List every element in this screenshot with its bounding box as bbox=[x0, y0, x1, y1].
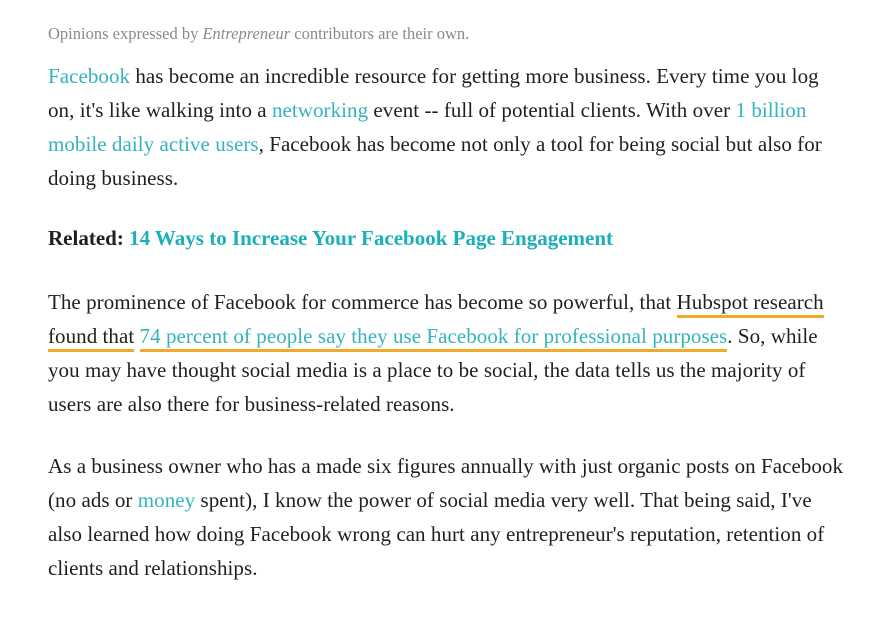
paragraph-business-owner-text-1: As a business owner who has a made six figures annually with just organic posts on Facebook (no ads or bbox=[48, 453, 844, 512]
paragraph-prominence-text-1: The prominence of Facebook for commerce has become so powerful, that bbox=[48, 289, 677, 314]
disclaimer-brand: Entrepreneur bbox=[202, 24, 291, 43]
related-article-link[interactable]: 14 Ways to Increase Your Facebook Page Engagement bbox=[129, 226, 614, 251]
paragraph-prominence bbox=[48, 285, 847, 421]
paragraph-intro-text-1: has become an incredible resource for getting more business. Every time you log on, it's like walking into a bbox=[48, 64, 819, 123]
paragraph-business-owner bbox=[48, 449, 847, 585]
related-line bbox=[48, 223, 847, 255]
paragraph-intro bbox=[48, 59, 847, 195]
link-networking[interactable]: networking bbox=[271, 98, 369, 123]
link-money[interactable]: money bbox=[137, 487, 196, 512]
disclaimer bbox=[48, 22, 847, 45]
paragraph-prominence-text-2: . So, while you may have thought social media is a place to be social, the data tells us the majority of users are also there for business-related reasons. bbox=[48, 323, 818, 416]
paragraph-business-owner-text-2: spent), I know the power of social media very well. That being said, I've also learned how doing Facebook wrong can hurt any entrepreneur's reputation, retention of clients and relationships. bbox=[48, 487, 825, 580]
link-hubspot-stat[interactable]: 74 percent of people say they use Facebook for professional purposes bbox=[140, 324, 728, 352]
disclaimer-suffix: contributors are their own. bbox=[290, 24, 470, 43]
paragraph-intro-text-3: , Facebook has become not only a tool for being social but also for doing business. bbox=[48, 132, 822, 191]
disclaimer-prefix: Opinions expressed by bbox=[48, 24, 203, 43]
highlight-hubspot-research: Hubspot research found that bbox=[48, 290, 824, 352]
link-daily-active-users[interactable]: 1 billion mobile daily active users bbox=[48, 98, 807, 157]
link-facebook[interactable]: Facebook bbox=[48, 64, 131, 89]
paragraph-intro-text-2: event -- full of potential clients. With over bbox=[368, 98, 736, 123]
related-label: Related: bbox=[48, 226, 124, 251]
